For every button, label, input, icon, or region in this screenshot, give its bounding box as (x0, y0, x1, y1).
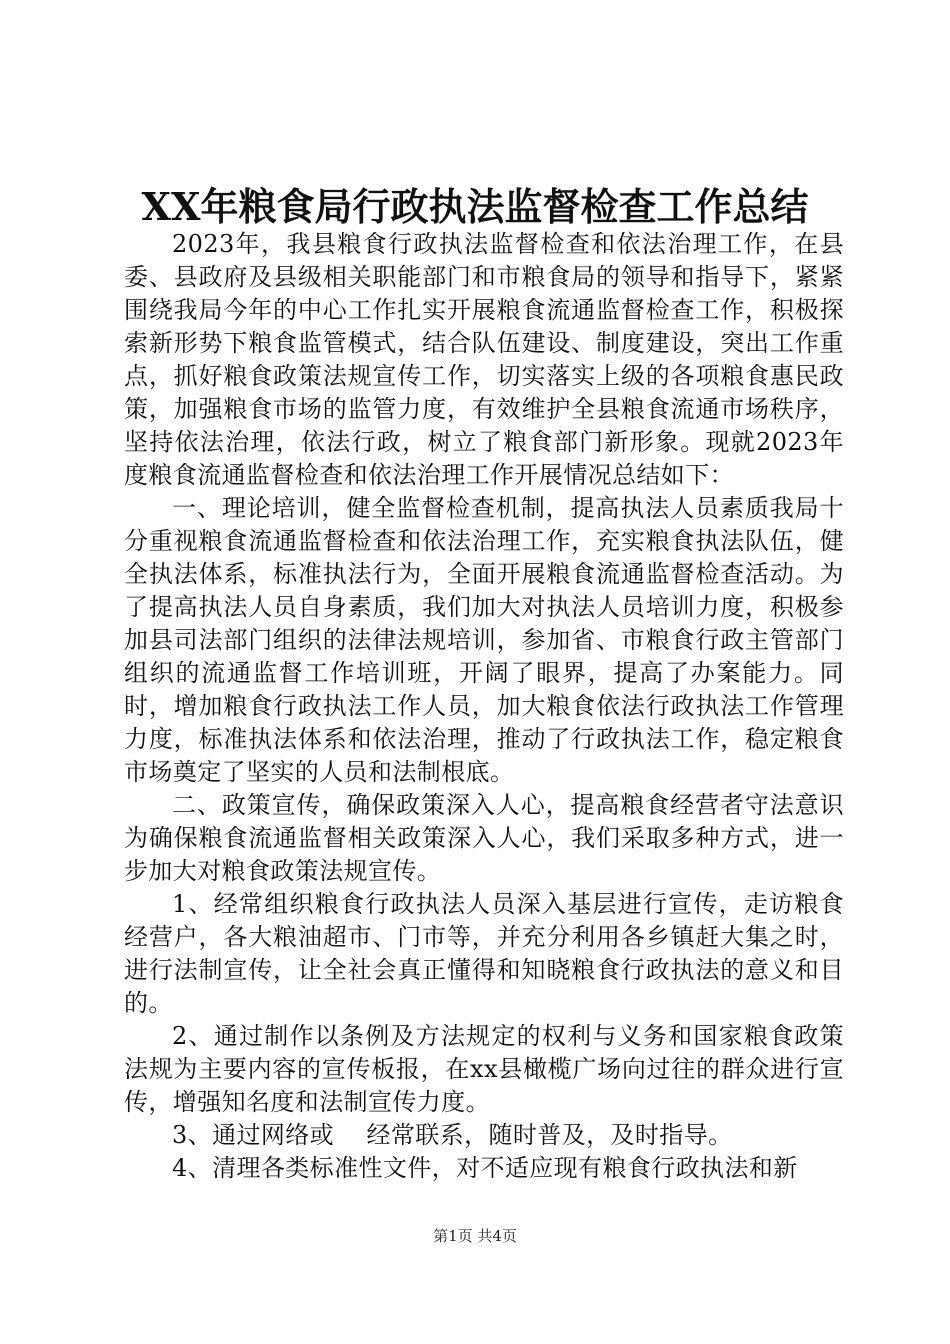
document-body (124, 228, 844, 1185)
paragraph-section-2: 二、政策宣传，确保政策深入人心，提高粮食经营者守法意识为确保粮食流通监督相关政策深入人心，我们采取多种方式，进一步加大对粮食政策法规宣传。 (124, 791, 844, 885)
document-title: XX年粮食局行政执法监督检查工作总结 (141, 184, 809, 229)
paragraph-section-1: 一、理论培训，健全监督检查机制，提高执法人员素质我局十分重视粮食流通监督检查和依法治理工作，充实粮食执法队伍，健全执法体系，标准执法行为，全面开展粮食流通监督检查活动。为了提高执法人员自身素质，我们加大对执法人员培训力度，积极参加县司法部门组织的法律法规培训，参加省、市粮食行政主管部门组织的流通监督工作培训班，开阔了眼界，提高了办案能力。同时，增加粮食行政执法工作人员，加大粮食依法行政执法工作管理力度，标准执法体系和依法治理，推动了行政执法工作，稳定粮食市场奠定了坚实的人员和法制根底。 (124, 494, 844, 786)
paragraph-item-1: 1、经常组织粮食行政执法人员深入基层进行宣传，走访粮食经营户，各大粮油超市、门市等，并充分利用各乡镇赶大集之时，进行法制宣传，让全社会真正懂得和知晓粮食行政执法的意义和目的。 (124, 890, 844, 1017)
paragraph-item-3: 3、通过网络或 经常联系，随时普及，及时指导。 (172, 1121, 733, 1149)
paragraph-item-4: 4、清理各类标准性文件，对不适应现有粮食行政执法和新 (172, 1154, 798, 1182)
paragraph-item-2: 2、通过制作以条例及方法规定的权利与义务和国家粮食政策法规为主要内容的宣传板报，在xx县橄榄广场向过往的群众进行宣传，增强知名度和法制宣传力度。 (124, 1022, 844, 1116)
paragraph-intro: 2023年，我县粮食行政执法监督检查和依法治理工作，在县委、县政府及县级相关职能部门和市粮食局的领导和指导下，紧紧围绕我局今年的中心工作扎实开展粮食流通监督检查工作，积极探索新形势下粮食监管模式，结合队伍建设、制度建设，突出工作重点，抓好粮食政策法规宣传工作，切实落实上级的各项粮食惠民政策，加强粮食市场的监管力度，有效维护全县粮食流通市场秩序，坚持依法治理，依法行政，树立了粮食部门新形象。现就2023年度粮食流通监督检查和依法治理工作开展情况总结如下： (124, 230, 844, 489)
page-number-footer: 第1页 共4页 (433, 1227, 517, 1245)
